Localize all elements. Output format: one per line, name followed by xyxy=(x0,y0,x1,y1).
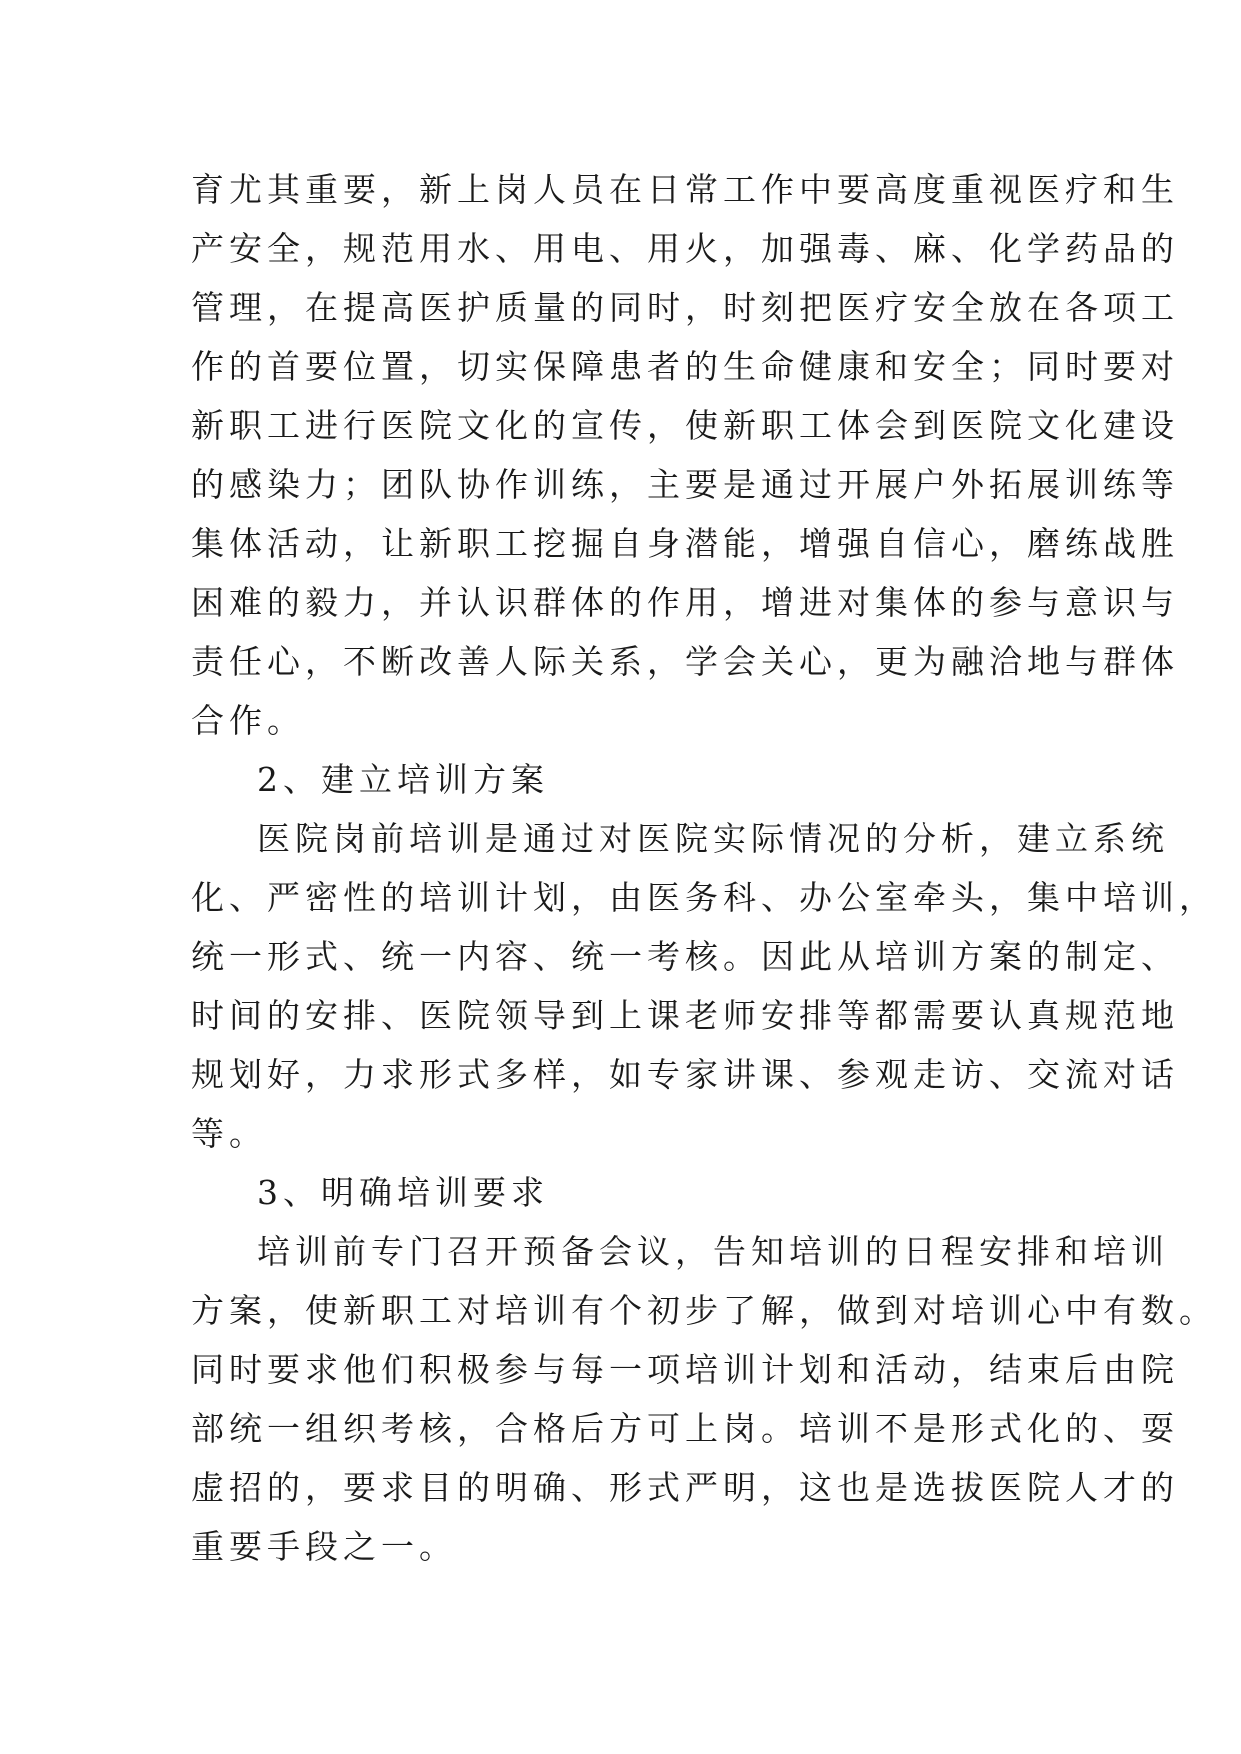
paragraph-line: 作的首要位置，切实保障患者的生命健康和安全；同时要对 xyxy=(191,347,1179,386)
paragraph-line: 培训前专门召开预备会议，告知培训的日程安排和培训 xyxy=(257,1232,1169,1271)
document-body xyxy=(191,160,1217,1576)
paragraph-line: 部统一组织考核，合格后方可上岗。培训不是形式化的、耍 xyxy=(191,1409,1179,1448)
paragraph-line: 育尤其重要，新上岗人员在日常工作中要高度重视医疗和生 xyxy=(191,170,1179,209)
paragraph-line: 时间的安排、医院领导到上课老师安排等都需要认真规范地 xyxy=(191,996,1179,1035)
paragraph-line: 虚招的，要求目的明确、形式严明，这也是选拔医院人才的 xyxy=(191,1468,1179,1507)
paragraph-line: 化、严密性的培训计划，由医务科、办公室牵头，集中培训， xyxy=(191,878,1217,917)
paragraph-line: 同时要求他们积极参与每一项培训计划和活动，结束后由院 xyxy=(191,1350,1179,1389)
paragraph-line: 的感染力；团队协作训练，主要是通过开展户外拓展训练等 xyxy=(191,465,1179,504)
paragraph-line: 集体活动，让新职工挖掘自身潜能，增强自信心，磨练战胜 xyxy=(191,524,1179,563)
paragraph-line: 新职工进行医院文化的宣传，使新职工体会到医院文化建设 xyxy=(191,406,1179,445)
paragraph-line: 困难的毅力，并认识群体的作用，增进对集体的参与意识与 xyxy=(191,583,1179,622)
paragraph-line: 方案，使新职工对培训有个初步了解，做到对培训心中有数。 xyxy=(191,1291,1217,1330)
paragraph-line: 统一形式、统一内容、统一考核。因此从培训方案的制定、 xyxy=(191,937,1179,976)
paragraph-line: 规划好，力求形式多样，如专家讲课、参观走访、交流对话 xyxy=(191,1055,1179,1094)
paragraph-line: 等。 xyxy=(191,1114,267,1153)
paragraph-line: 合作。 xyxy=(191,701,305,740)
section-heading: 2、建立培训方案 xyxy=(257,760,549,799)
paragraph-line: 医院岗前培训是通过对医院实际情况的分析，建立系统 xyxy=(257,819,1169,858)
paragraph-line: 责任心，不断改善人际关系，学会关心，更为融洽地与群体 xyxy=(191,642,1179,681)
paragraph-line: 重要手段之一。 xyxy=(191,1527,457,1566)
paragraph-line: 产安全，规范用水、用电、用火，加强毒、麻、化学药品的 xyxy=(191,229,1179,268)
section-heading: 3、明确培训要求 xyxy=(257,1173,549,1212)
paragraph-line: 管理，在提高医护质量的同时，时刻把医疗安全放在各项工 xyxy=(191,288,1179,327)
